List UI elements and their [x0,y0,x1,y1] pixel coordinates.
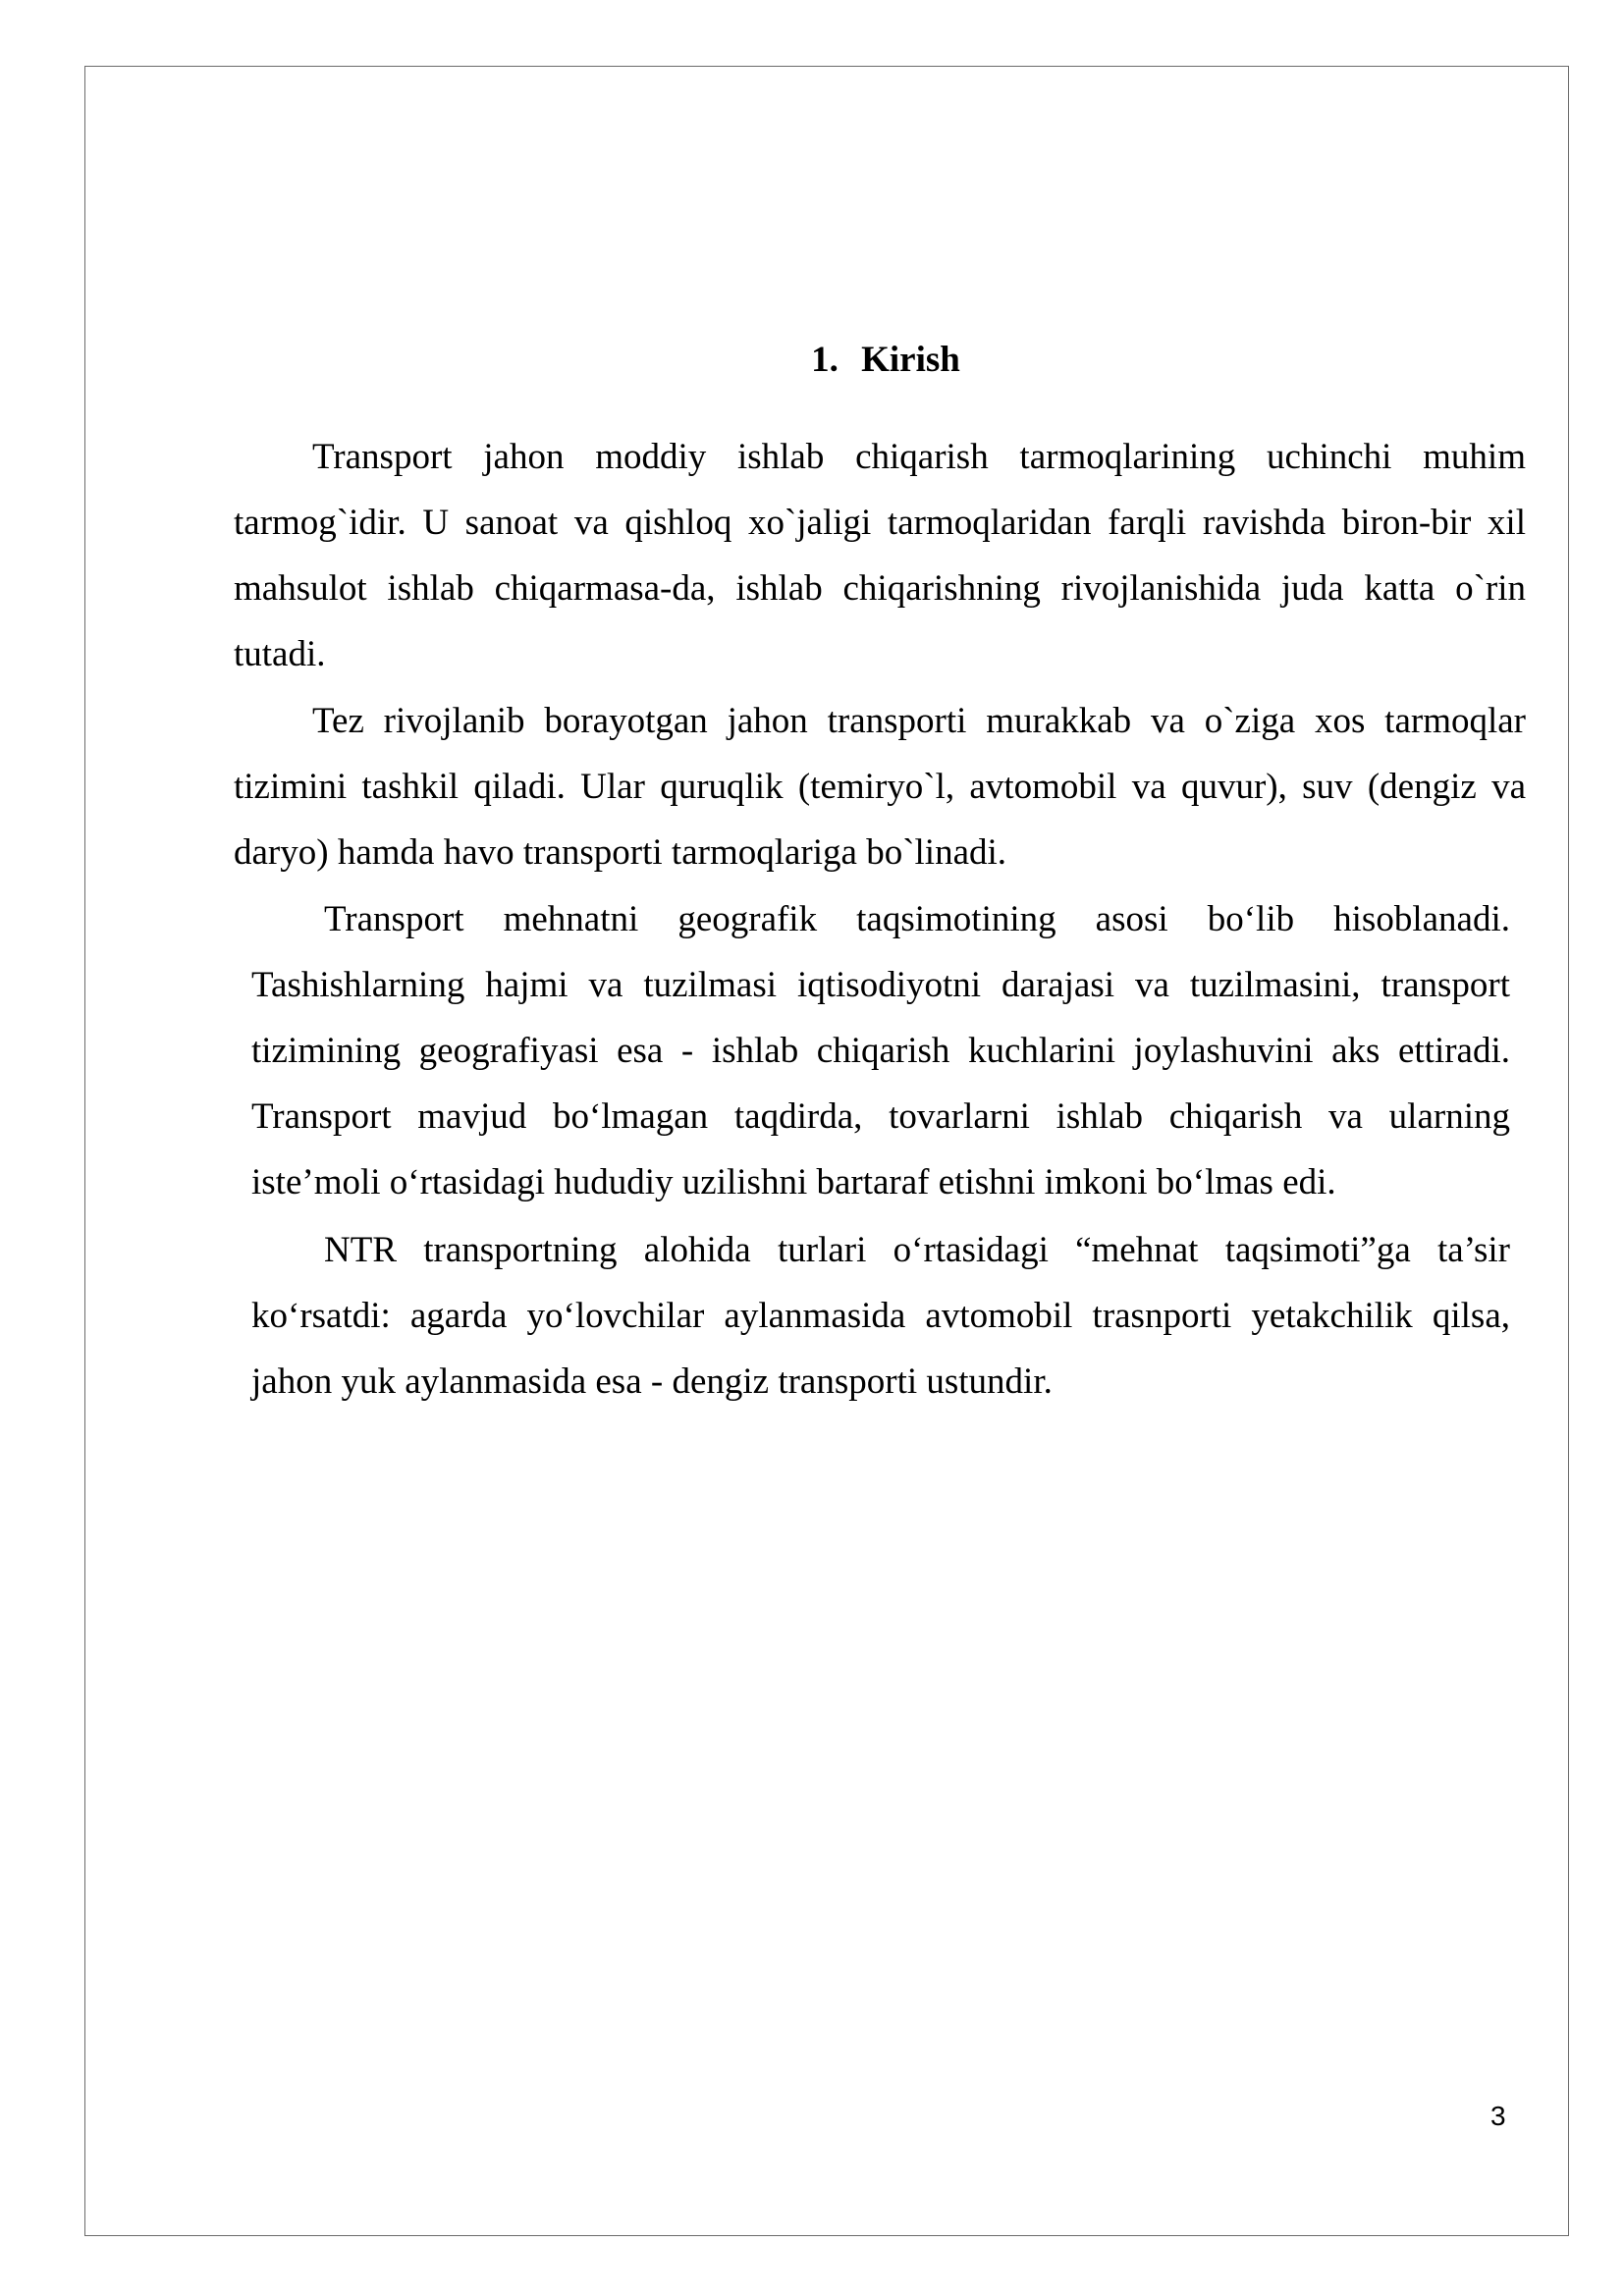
paragraph-1: Transport jahon moddiy ishlab chiqarish tarmoqlarining uchinchi muhim tarmog`idir. U sanoat va qishloq xo`jaligi tarmoqlaridan farqli ravishda biron-bir xil mahsulot ishlab chiqarmasa-da, ishlab chiqarishning rivojlanishida juda katta o`rin tutadi. [234,437,1526,674]
section-title: Kirish [861,340,960,380]
paragraph-4: NTR transportning alohida turlari o‘rtasidagi “mehnat taqsimoti”ga ta’sir ko‘rsatdi: agarda yo‘lovchilar aylanmasida avtomobil trasnporti yetakchilik qilsa, jahon yuk aylanmasida esa - dengiz transporti ustundir. [251,1230,1510,1402]
page-number: 3 [1490,2101,1506,2131]
section-heading [0,339,1624,381]
paragraph-2: Tez rivojlanib borayotgan jahon transporti murakkab va o`ziga xos tarmoqlar tizimini tashkil qiladi. Ular quruqlik (temiryo`l, avtomobil va quvur), suv (dengiz va daryo) hamda havo transporti tarmoqlariga bo`linadi. [234,701,1526,873]
paragraph-3: Transport mehnatni geografik taqsimotining asosi bo‘lib hisoblanadi. Tashishlarning hajmi va tuzilmasi iqtisodiyotni darajasi va tuzilmasini, transport tizimining geografiyasi esa - ishlab chiqarish kuchlarini joylashuvini aks ettiradi. Transport mavjud bo‘lmagan taqdirda, tovarlarni ishlab chiqarish va ularning iste’moli o‘rtasidagi hududiy uzilishni bartaraf etishni imkoni bo‘lmas edi. [251,899,1510,1202]
section-number: 1. [811,340,839,380]
